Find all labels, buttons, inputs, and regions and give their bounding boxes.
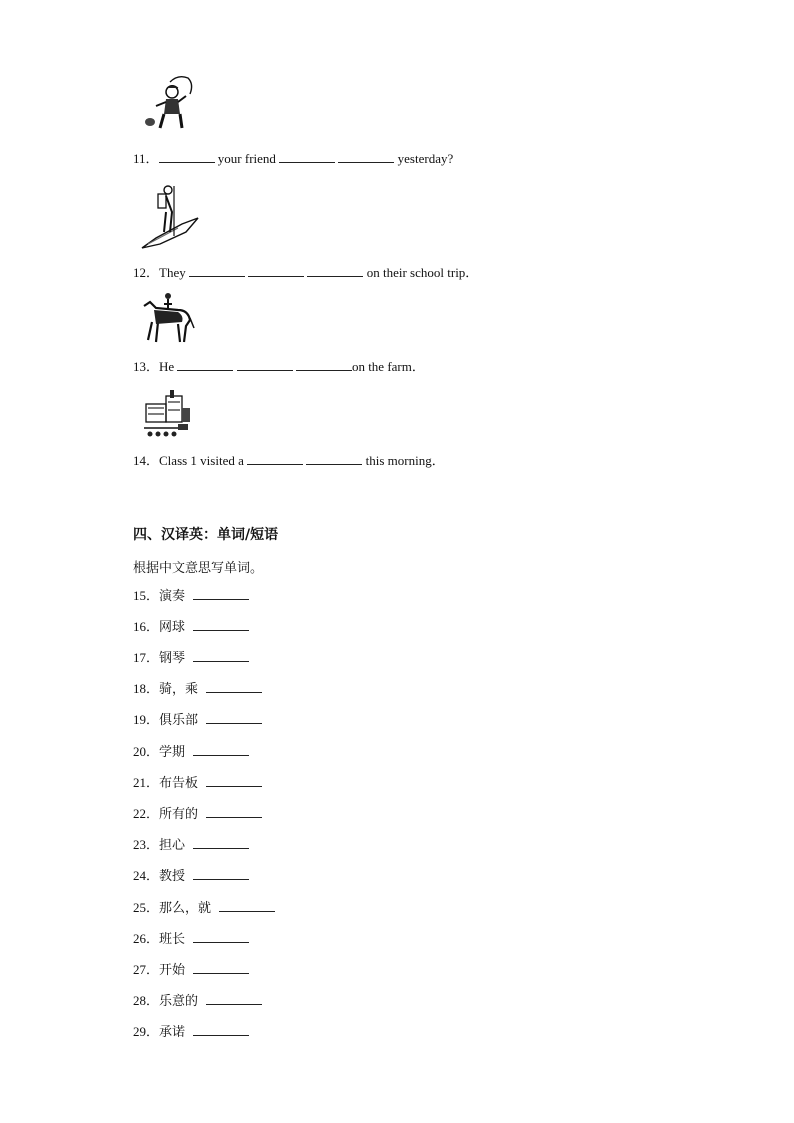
answer-blank[interactable]	[193, 962, 249, 974]
answer-blank[interactable]	[189, 265, 245, 277]
exercise-number: 14．	[133, 453, 160, 468]
answer-blank[interactable]	[206, 993, 262, 1005]
vocab-item-17: 17．钢琴	[133, 650, 249, 667]
answer-blank[interactable]	[193, 1024, 249, 1036]
vocab-item-28: 28．乐意的	[133, 993, 262, 1010]
answer-blank[interactable]	[193, 619, 249, 631]
exercise-12: 12．They on their school trip．	[133, 265, 479, 280]
answer-blank[interactable]	[206, 806, 262, 818]
answer-blank[interactable]	[248, 265, 304, 277]
answer-blank[interactable]	[193, 837, 249, 849]
answer-blank[interactable]	[206, 775, 262, 787]
exercise-14: 14．Class 1 visited a this morning．	[133, 453, 445, 468]
exercise-number: 13．	[133, 359, 160, 374]
section-instruction: 根据中文意思写单词。	[133, 561, 264, 576]
answer-blank[interactable]	[338, 151, 394, 163]
vocab-item-23: 23．担心	[133, 837, 249, 854]
factory-picture	[140, 388, 194, 440]
vocab-item-25: 25．那么，就	[133, 900, 275, 917]
answer-blank[interactable]	[296, 359, 352, 371]
answer-blank[interactable]	[206, 681, 262, 693]
answer-blank[interactable]	[306, 453, 362, 465]
vocab-item-15: 15．演奏	[133, 588, 249, 605]
vocab-item-21: 21．布告板	[133, 775, 262, 792]
exercise-number: 12．	[133, 265, 160, 280]
horse-rider-picture	[138, 292, 196, 346]
answer-blank[interactable]	[193, 931, 249, 943]
answer-blank[interactable]	[237, 359, 293, 371]
answer-blank[interactable]	[219, 900, 275, 912]
answer-blank[interactable]	[193, 744, 249, 756]
hiker-climbing-picture	[138, 182, 202, 254]
exercise-11: 11． your friend yesterday?	[133, 151, 454, 166]
exercise-number: 11．	[133, 151, 159, 166]
answer-blank[interactable]	[177, 359, 233, 371]
answer-blank[interactable]	[279, 151, 335, 163]
answer-blank[interactable]	[193, 868, 249, 880]
vocab-item-16: 16．网球	[133, 619, 249, 636]
vocab-item-22: 22．所有的	[133, 806, 262, 823]
vocab-item-27: 27．开始	[133, 962, 249, 979]
vocab-item-24: 24．教授	[133, 868, 249, 885]
answer-blank[interactable]	[159, 151, 215, 163]
section-heading: 四、汉译英：单词/短语	[133, 527, 279, 543]
vocab-item-20: 20．学期	[133, 744, 249, 761]
answer-blank[interactable]	[193, 588, 249, 600]
vocab-item-18: 18．骑，乘	[133, 681, 262, 698]
answer-blank[interactable]	[206, 712, 262, 724]
answer-blank[interactable]	[307, 265, 363, 277]
boy-fishing-picture	[140, 72, 196, 132]
answer-blank[interactable]	[193, 650, 249, 662]
answer-blank[interactable]	[247, 453, 303, 465]
exercise-13: 13．He on the farm．	[133, 359, 425, 374]
vocab-item-19: 19．俱乐部	[133, 712, 262, 729]
vocab-item-26: 26．班长	[133, 931, 249, 948]
vocab-item-29: 29．承诺	[133, 1024, 249, 1041]
